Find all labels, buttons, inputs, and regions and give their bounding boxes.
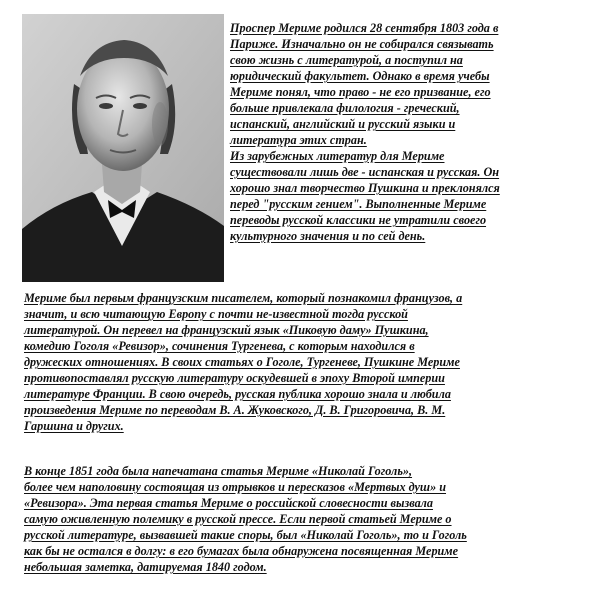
- paragraph-line: Гаршина и других.: [24, 419, 124, 433]
- intro-line: Париже. Изначально он не собирался связывать: [230, 37, 494, 51]
- intro-line: хорошо знал творчество Пушкина и преклонялся: [230, 181, 500, 195]
- intro-line: свою жизнь с литературой, а поступил на: [230, 53, 463, 67]
- paragraph-line: В конце 1851 года была напечатана статья Мериме «Николай Гоголь»,: [24, 464, 413, 478]
- intro-line: перед "русским гением". Выполненные Мериме: [230, 197, 487, 211]
- paragraph-line: Мериме был первым французским писателем, который познакомил французов, а: [24, 291, 463, 305]
- paragraph-line: дружеских отношениях. В своих статьях о Гоголе, Тургеневе, Пушкине Мериме: [24, 355, 460, 369]
- intro-line: культурного значения и по сей день.: [230, 229, 426, 243]
- paragraph-line: значит, и всю читающую Европу с почти не-известной тогда русской: [24, 307, 408, 321]
- paragraph-gogol-article: [24, 463, 467, 575]
- paragraph-line: русской литературе, вызвавшей такие споры, был «Николай Гоголь», то и Гоголь: [24, 528, 467, 542]
- paragraph-line: комедию Гоголя «Ревизор», сочинения Тургенева, с которым находился в: [24, 339, 415, 353]
- intro-line: Проспер Мериме родился 28 сентября 1803 года в: [230, 21, 499, 35]
- intro-line: больше привлекала филология - греческий,: [230, 101, 460, 115]
- intro-line: литература этих стран.: [230, 133, 367, 147]
- paragraph-line: небольшая заметка, датируемая 1840 годом.: [24, 560, 267, 574]
- intro-line: Из зарубежных литератур для Мериме: [230, 149, 445, 163]
- intro-line: юридический факультет. Однако в время учебы: [230, 69, 490, 83]
- portrait-photo: [22, 14, 224, 282]
- paragraph-line: литературой. Он перевел на французский язык «Пиковую даму» Пушкина,: [24, 323, 429, 337]
- intro-line: Мериме понял, что право - не его призвание, его: [230, 85, 491, 99]
- paragraph-line: самую оживленную полемику в русской прессе. Если первой статьей Мериме о: [24, 512, 452, 526]
- paragraph-line: как бы не остался в долгу: в его бумагах была обнаружена посвященная Мериме: [24, 544, 459, 558]
- paragraph-line: литературе Франции. В свою очередь, русская публика хорошо знала и любила: [24, 387, 451, 401]
- paragraph-line: «Ревизора». Эта первая статья Мериме о российской словесности вызвала: [24, 496, 434, 510]
- intro-line: существовали лишь две - испанская и русская. Он: [230, 165, 500, 179]
- paragraph-line: противопоставлял русскую литературу оскудевшей в эпоху Второй империи: [24, 371, 445, 385]
- paragraph-line: произведения Мериме по переводам В. А. Жуковского, Д. В. Григоровича, В. М.: [24, 403, 446, 417]
- portrait-drawing: [22, 14, 224, 282]
- paragraph-translations: [24, 290, 462, 434]
- intro-line: переводы русской классики не утратили своего: [230, 213, 487, 227]
- intro-line: испанский, английский и русский языки и: [230, 117, 456, 131]
- intro-text: [230, 20, 500, 244]
- paragraph-line: более чем наполовину состоящая из отрывков и пересказов «Мертвых душ» и: [24, 480, 447, 494]
